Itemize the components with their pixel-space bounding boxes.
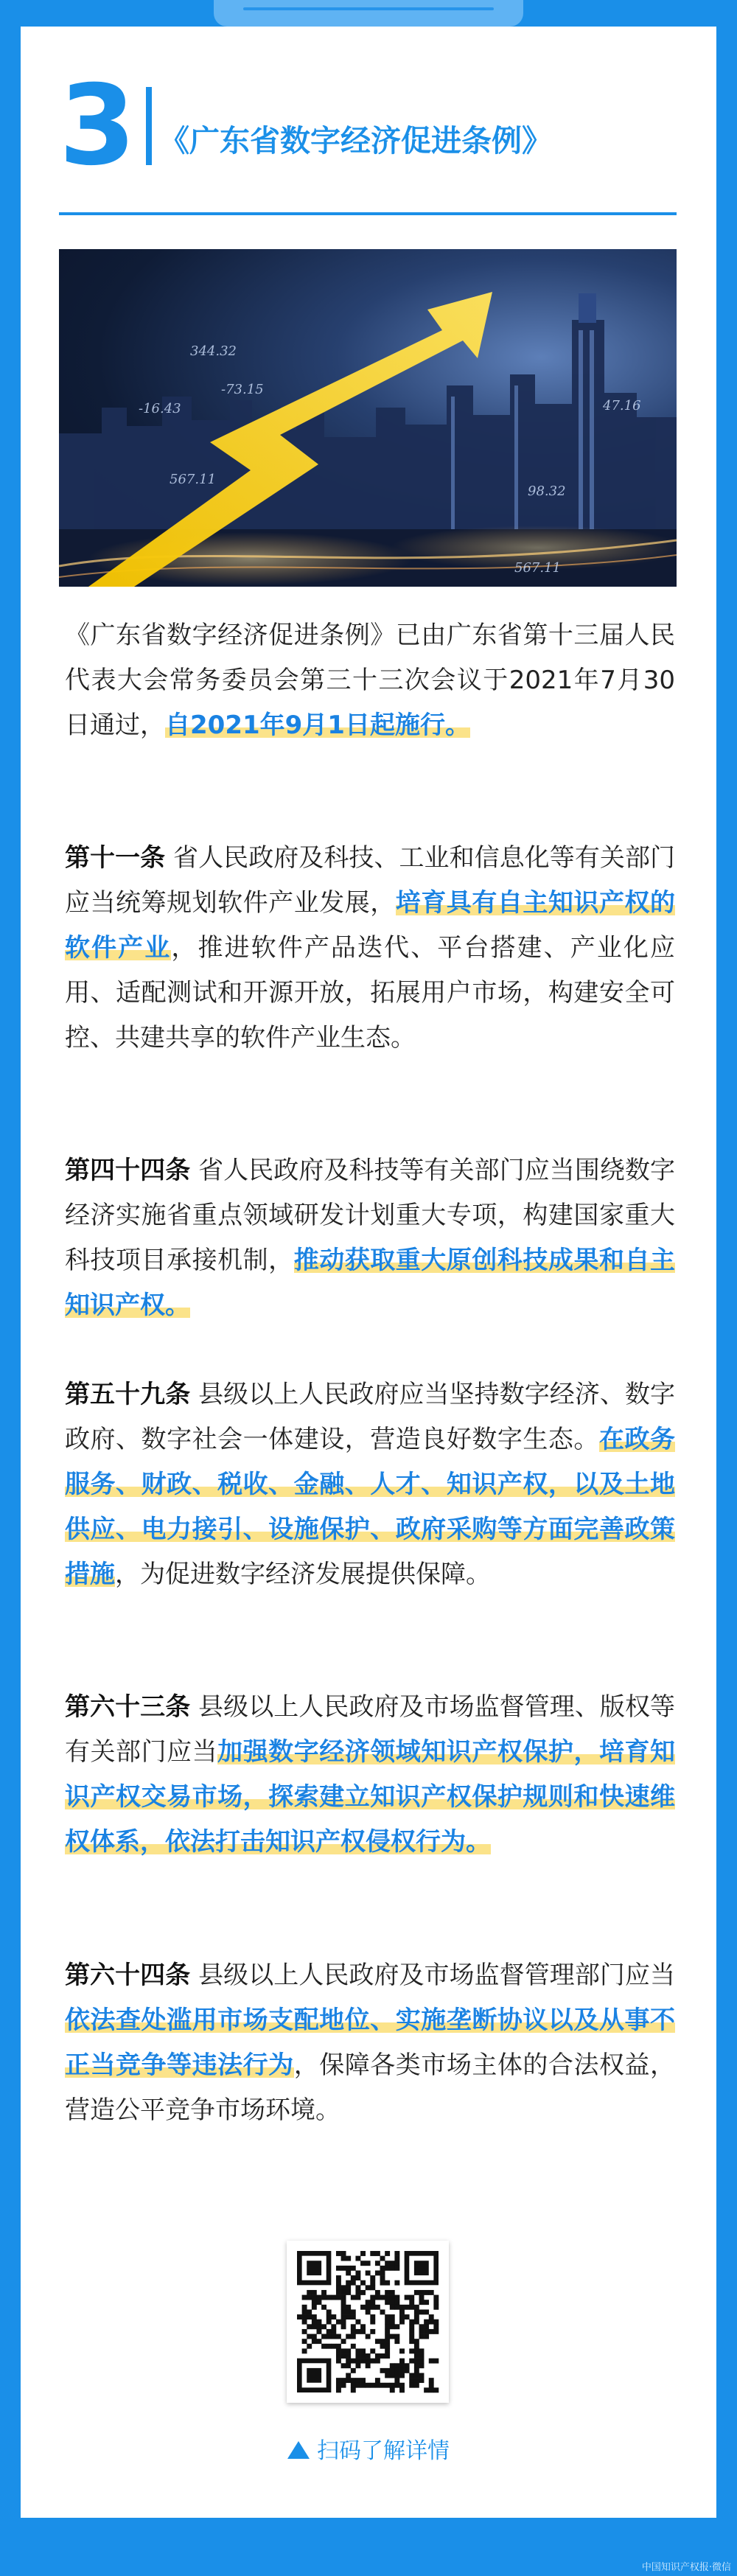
article-highlight: 依法查处滥用市场支配地位、实施垄断协议以及从事不正当竞争等违法行为 <box>65 2006 675 2080</box>
section-title: 《广东省数字经济促进条例》 <box>159 123 552 158</box>
article-text: 省人民政府及科技等有关部门应当围绕数字经济实施省重点领域研发计划重大专项，构建国家重大科技项目承接机制， <box>65 1156 675 1275</box>
article-59 <box>65 1372 675 1597</box>
watermark: 中国知识产权报·微信 <box>641 2562 731 2573</box>
section-number: 3 <box>59 62 136 190</box>
article-text: 县级以上人民政府应当坚持数字经济、数字政府、数字社会一体建设，营造良好数字生态。 <box>65 1380 675 1454</box>
intro-highlight: 自2021年9月1日起施行。 <box>165 711 470 740</box>
qr-caption-text: 扫码了解详情 <box>317 2438 450 2464</box>
article-highlight: 培育具有自主知识产权的软件产业 <box>65 888 676 963</box>
hero-number: 344.32 <box>190 343 237 359</box>
hero-number: -73.15 <box>221 382 264 397</box>
article-text: ，保障各类市场主体的合法权益，营造公平竞争市场环境。 <box>65 2050 676 2125</box>
article-text: 省人民政府及科技、工业和信息化等有关部门应当统筹规划软件产业发展， <box>65 843 675 918</box>
article-highlight: 在政务服务、财政、税收、金融、人才、知识产权，以及土地供应、电力接引、设施保护、政府采购等方面完善政策措施 <box>65 1425 676 1589</box>
hero-image <box>59 249 677 587</box>
top-tab-decoration <box>214 0 523 27</box>
article-highlight: 加强数字经济领域知识产权保护，培育知识产权交易市场，探索建立知识产权保护规则和快速维权体系，依法打击知识产权侵权行为。 <box>65 1737 676 1857</box>
hero-illustration <box>59 249 677 587</box>
header-underline <box>59 212 677 215</box>
qr-code[interactable] <box>287 2241 449 2403</box>
qr-code-pattern <box>287 2241 449 2403</box>
header-divider <box>146 87 152 165</box>
article-text: ，为促进数字经济发展提供保障。 <box>115 1560 491 1589</box>
hero-number: 98.32 <box>528 484 566 499</box>
article-title: 第六十三条 <box>65 1692 191 1722</box>
article-63 <box>65 1685 675 1865</box>
qr-caption <box>0 2432 737 2465</box>
hero-number: -16.43 <box>139 401 181 416</box>
article-title: 第五十九条 <box>65 1380 191 1409</box>
article-title: 第六十四条 <box>65 1961 191 1990</box>
article-highlight: 推动获取重大原创科技成果和自主知识产权。 <box>65 1246 676 1320</box>
hero-number: 567.11 <box>170 472 216 487</box>
article-64 <box>65 1953 675 2133</box>
article-text: 县级以上人民政府及市场监督管理部门应当 <box>190 1961 675 1990</box>
article-title: 第十一条 <box>65 843 166 873</box>
triangle-up-icon <box>287 2441 310 2459</box>
section-header <box>59 62 678 190</box>
hero-number: 47.16 <box>603 398 641 413</box>
article-11 <box>65 836 675 1061</box>
intro-paragraph <box>65 613 675 748</box>
intro-text: 《广东省数字经济促进条例》已由广东省第十三届人民代表大会常务委员会第三十三次会议于2021年7月30日通过， <box>65 621 675 740</box>
article-text: ，推进软件产品迭代、平台搭建、产业化应用、适配测试和开源开放，拓展用户市场，构建安全可控、共建共享的软件产业生态。 <box>65 933 676 1053</box>
article-title: 第四十四条 <box>65 1156 191 1185</box>
hero-number: 567.11 <box>514 560 561 576</box>
article-text: 县级以上人民政府及市场监督管理、版权等有关部门应当 <box>65 1692 675 1767</box>
article-44 <box>65 1148 675 1328</box>
